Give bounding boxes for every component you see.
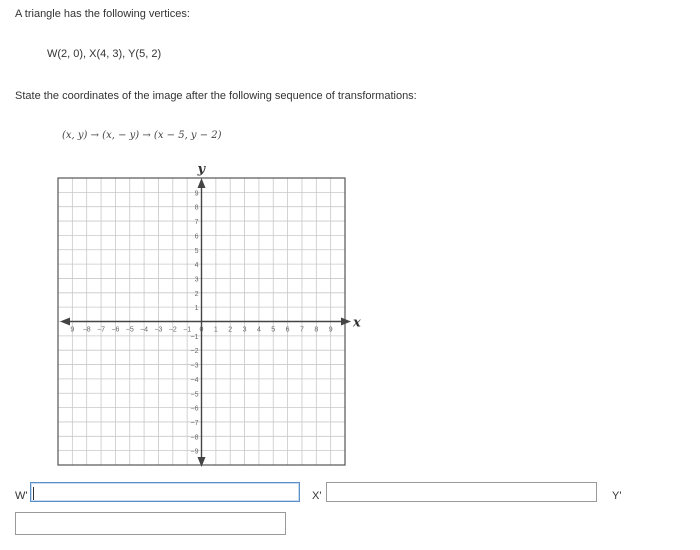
y-tick-label: −8 (190, 434, 199, 442)
y-tick-label: −1 (190, 333, 199, 341)
x-tick-label: −4 (140, 326, 149, 334)
text-cursor (33, 487, 34, 500)
x-tick-label: 8 (314, 326, 319, 334)
y-tick-label: 8 (194, 204, 199, 212)
x-tick-label: 0 (199, 326, 204, 334)
coordinate-grid-svg (50, 160, 370, 472)
y-tick-label: 3 (194, 276, 199, 284)
x-tick-label: −3 (154, 326, 163, 334)
vertices-text: W(2, 0), X(4, 3), Y(5, 2) (47, 48, 162, 60)
question-prompt: A triangle has the following vertices: (15, 8, 190, 20)
y-tick-label: 4 (194, 262, 199, 270)
x-axis-label: x (353, 315, 361, 331)
y-tick-label: −6 (190, 405, 199, 413)
coordinate-grid (50, 160, 370, 472)
x-tick-label: 2 (228, 326, 233, 334)
y-prime-input[interactable] (15, 512, 286, 535)
y-tick-label: −4 (190, 376, 199, 384)
x-tick-label: 7 (299, 326, 304, 334)
y-tick-label: 2 (194, 290, 199, 298)
y-tick-label: −5 (190, 391, 199, 399)
x-axis-right-arrow (341, 318, 351, 326)
y-tick-label: 6 (194, 233, 199, 241)
x-axis-left-arrow (60, 318, 70, 326)
x-tick-label: 5 (271, 326, 276, 334)
y-prime-label: Y' (612, 490, 622, 502)
y-tick-label: 7 (194, 219, 199, 227)
y-tick-label: 9 (194, 190, 199, 198)
y-tick-label: 5 (194, 247, 199, 255)
x-tick-label: 4 (256, 326, 261, 334)
x-tick-label: −7 (97, 326, 106, 334)
x-tick-label: 9 (70, 326, 75, 334)
x-tick-label: 3 (242, 326, 247, 334)
y-axis-label: y (197, 162, 206, 177)
x-tick-label: −1 (183, 326, 192, 334)
y-tick-label: −3 (190, 362, 199, 370)
x-tick-label: −2 (168, 326, 177, 334)
y-tick-label: −7 (190, 419, 199, 427)
w-prime-label: W' (15, 490, 28, 502)
x-tick-label: −8 (82, 326, 91, 334)
x-tick-label: 1 (213, 326, 218, 334)
y-axis-up-arrow (198, 178, 206, 188)
y-tick-label: 1 (194, 305, 199, 313)
y-tick-label: −2 (190, 348, 199, 356)
transformation-rule: (x, y) → (x, − y) → (x − 5, y − 2) (62, 130, 222, 141)
x-tick-label: 9 (328, 326, 333, 334)
x-prime-label: X' (312, 490, 322, 502)
x-tick-label: 6 (285, 326, 290, 334)
w-prime-input[interactable] (30, 482, 300, 502)
x-prime-input[interactable] (326, 482, 597, 502)
y-tick-label: −9 (190, 448, 199, 456)
instruction-text: State the coordinates of the image after the following sequence of transformations: (15, 90, 417, 102)
x-tick-label: −6 (111, 326, 120, 334)
x-tick-label: −5 (125, 326, 134, 334)
